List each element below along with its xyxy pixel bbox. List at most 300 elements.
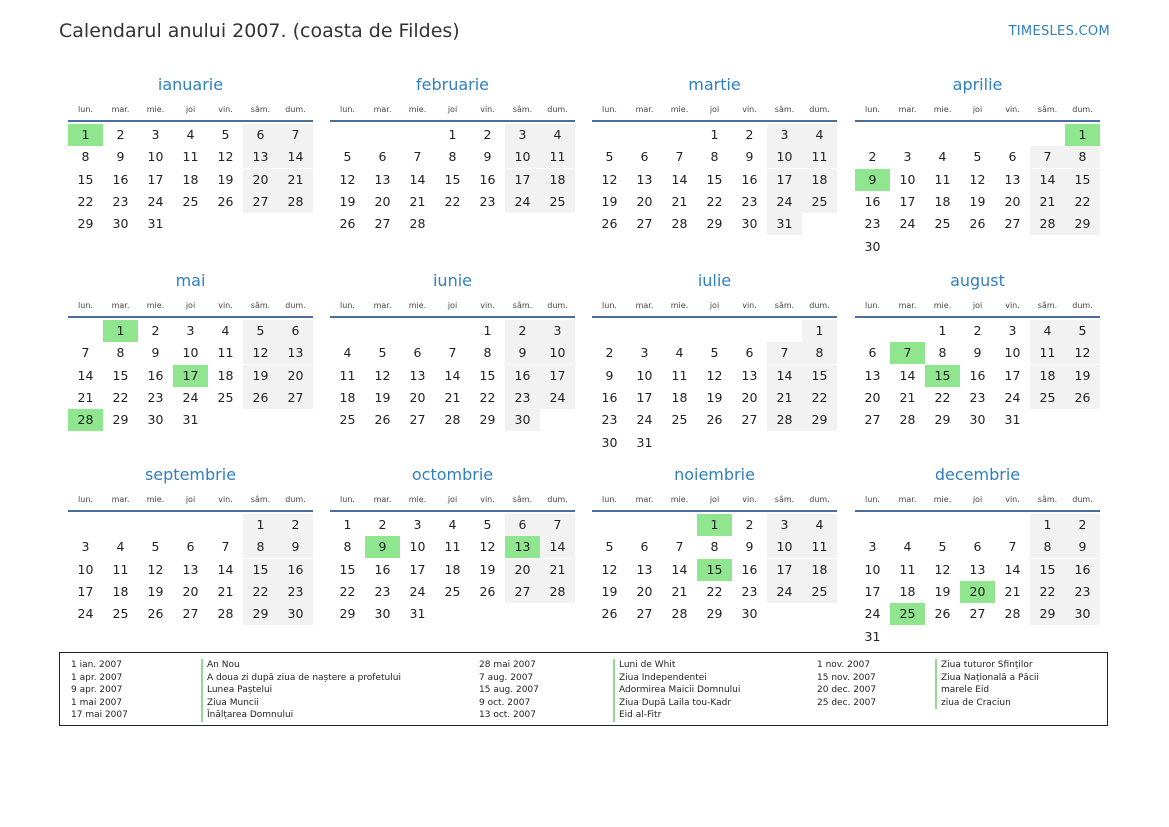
month-name: iulie [697,271,732,290]
month-divider [592,510,837,512]
calendar-day: 3 [903,149,912,165]
calendar-day: 5 [938,539,947,555]
calendar-day: 4 [540,124,575,146]
calendar-day: 22 [1030,581,1065,603]
calendar-day: 18 [802,169,837,191]
calendar-day: 7 [540,514,575,536]
calendar-day: 13 [636,171,653,187]
weekday-label: dum. [547,495,568,504]
calendar-day: 29 [243,603,278,625]
calendar-day: 31 [1004,412,1021,428]
calendar-day: 24 [899,216,916,232]
calendar-day: 29 [802,409,837,431]
weekday-label: lun. [78,495,93,504]
weekday-label: mar. [898,301,917,310]
calendar-day: 6 [505,514,540,536]
calendar-day: 26 [217,193,234,209]
legend-holiday-name: Lunea Paștelui [201,684,401,697]
weekday-label: mie. [933,495,952,504]
calendar-day: 23 [479,193,496,209]
weekday-label: vin. [1005,105,1020,114]
calendar-day: 8 [343,539,352,555]
calendar-day: 31 [864,628,881,644]
legend-date: 20 dec. 2007 [817,685,877,696]
calendar-day: 27 [636,216,653,232]
calendar-day: 7 [81,345,90,361]
legend-holiday-name: Eid al-Fitr [613,709,740,722]
calendar-day: 10 [899,171,916,187]
calendar-day: 21 [1030,191,1065,213]
calendar-day: 27 [182,606,199,622]
month-divider [330,510,575,512]
calendar-day: 11 [217,345,234,361]
weekday-label: dum. [809,301,830,310]
weekday-label: joi [709,105,720,114]
calendar-day: 27 [969,606,986,622]
calendar-day: 1 [938,323,947,338]
month-divider [68,510,313,512]
weekday-label: sâm. [1037,105,1058,114]
calendar-day: 2 [605,345,614,361]
calendar-day: 23 [278,581,313,603]
weekday-label: mar. [111,301,130,310]
weekday-label: mie. [933,105,952,114]
weekday-label: joi [972,495,983,504]
calendar-day: 28 [217,606,234,622]
calendar-day: 25 [802,191,837,213]
month-divider [855,120,1100,122]
calendar-day: 22 [339,583,356,599]
calendar-day: 25 [182,193,199,209]
calendar-day: 27 [409,412,426,428]
weekday-label: mie. [146,301,165,310]
calendar-day: 12 [339,171,356,187]
calendar-day: 1 [710,127,719,142]
calendar-day: 27 [374,216,391,232]
calendar-day: 17 [1004,367,1021,383]
month-divider [68,316,313,318]
calendar-day: 16 [278,559,313,581]
calendar-day: 20 [741,389,758,405]
calendar-day: 30 [112,216,129,232]
calendar-day: 8 [1065,146,1100,168]
calendar-day: 8 [81,149,90,165]
calendar-day: 13 [243,146,278,168]
calendar-day: 16 [741,561,758,577]
weekday-label: mie. [146,105,165,114]
holiday-day: 9 [855,169,890,191]
weekday-label: sâm. [774,105,795,114]
calendar-day: 28 [899,412,916,428]
calendar-day: 12 [601,171,618,187]
calendar-day: 2 [483,127,492,142]
month-divider [330,316,575,318]
calendar-day: 11 [1030,342,1065,364]
calendar-day: 3 [81,539,90,555]
calendar-day: 27 [636,606,653,622]
calendar-day: 10 [636,367,653,383]
calendar-day: 9 [605,367,614,383]
calendar-day: 29 [339,606,356,622]
calendar-day: 10 [767,146,802,168]
calendar-day: 12 [147,561,164,577]
calendar-day: 28 [409,216,426,232]
weekday-label: mie. [146,495,165,504]
calendar-day: 24 [767,191,802,213]
legend-dates-column [71,659,128,722]
weekday-label: mar. [635,495,654,504]
calendar-day: 16 [479,171,496,187]
calendar-day: 8 [448,149,457,165]
calendar-day: 14 [899,367,916,383]
calendar-day: 7 [1008,539,1017,555]
calendar-day: 22 [706,193,723,209]
calendar-day: 3 [868,539,877,555]
calendar-day: 9 [973,345,982,361]
calendar-day: 11 [802,536,837,558]
weekday-label: sâm. [250,105,271,114]
calendar-day: 29 [706,216,723,232]
calendar-day: 20 [636,193,653,209]
calendar-day: 10 [505,146,540,168]
calendar-day: 19 [934,583,951,599]
calendar-day: 28 [540,581,575,603]
calendar-day: 1 [1030,514,1065,536]
calendar-day: 21 [671,193,688,209]
calendar-day: 23 [969,389,986,405]
calendar-day: 2 [745,517,754,532]
calendar-day: 13 [409,367,426,383]
calendar-day: 25 [802,581,837,603]
calendar-day: 23 [601,412,618,428]
calendar-day: 31 [767,213,802,235]
calendar-day: 4 [116,539,125,555]
calendar-day: 22 [444,193,461,209]
calendar-day: 20 [278,365,313,387]
calendar-day: 3 [1008,323,1017,338]
holiday-day: 28 [68,409,103,431]
calendar-day: 30 [741,606,758,622]
calendar-day: 26 [1065,387,1100,409]
legend-holiday-name: Înălțarea Domnului [201,709,401,722]
calendar-day: 3 [151,127,160,142]
calendar-day: 15 [339,561,356,577]
calendar-day: 3 [640,345,649,361]
calendar-day: 26 [243,387,278,409]
calendar-day: 20 [182,583,199,599]
weekday-label: vin. [742,495,757,504]
calendar-day: 30 [278,603,313,625]
calendar-day: 24 [636,412,653,428]
calendar-day: 25 [112,606,129,622]
calendar-day: 30 [741,216,758,232]
legend-dates-column [479,659,539,722]
calendar-day: 26 [934,606,951,622]
calendar-day: 21 [540,559,575,581]
calendar-day: 2 [378,517,387,532]
legend-date: 15 aug. 2007 [479,685,539,696]
weekday-label: lun. [340,105,355,114]
calendar-day: 19 [706,389,723,405]
calendar-day: 13 [636,561,653,577]
calendar-day: 26 [374,412,391,428]
calendar-day: 28 [444,412,461,428]
weekday-label: dum. [547,301,568,310]
weekday-label: joi [447,301,458,310]
calendar-day: 5 [151,539,160,555]
weekday-label: sâm. [250,495,271,504]
calendar-day: 13 [374,171,391,187]
legend-dates-column [817,659,876,709]
calendar-day: 17 [899,193,916,209]
calendar-day: 15 [112,367,129,383]
holiday-day: 13 [505,536,540,558]
calendar-day: 14 [1030,169,1065,191]
calendar-day: 17 [636,389,653,405]
calendar-day: 29 [77,216,94,232]
calendar-day: 26 [339,216,356,232]
calendar-day: 11 [899,561,916,577]
calendar-day: 24 [864,606,881,622]
calendar-day: 13 [1004,171,1021,187]
calendar-day: 10 [77,561,94,577]
legend-date: 7 aug. 2007 [479,672,534,683]
weekday-label: vin. [218,301,233,310]
calendar-day: 6 [973,539,982,555]
weekday-label: vin. [1005,301,1020,310]
month-divider [592,120,837,122]
month-divider [855,510,1100,512]
legend-holiday-name: Ziua tuturor Sfinților [935,659,1039,672]
calendar-day: 9 [505,342,540,364]
calendar-day: 27 [741,412,758,428]
calendar-day: 17 [409,561,426,577]
calendar-day: 6 [640,539,649,555]
weekday-label: lun. [340,495,355,504]
month-name: iunie [432,271,472,290]
weekday-label: sâm. [512,105,533,114]
calendar-day: 20 [505,559,540,581]
calendar-day: 5 [973,149,982,165]
calendar-day: 11 [444,539,461,555]
calendar-day: 27 [1004,216,1021,232]
calendar-day: 1 [483,323,492,338]
holiday-day: 17 [173,365,208,387]
calendar-day: 6 [640,149,649,165]
calendar-day: 29 [1030,603,1065,625]
legend-date: 1 ian. 2007 [71,660,122,670]
calendar-day: 21 [409,193,426,209]
calendar-day: 17 [77,583,94,599]
weekday-label: vin. [480,495,495,504]
calendar-day: 10 [540,342,575,364]
calendar-day: 12 [479,539,496,555]
calendar-day: 14 [767,365,802,387]
calendar-day: 24 [540,387,575,409]
calendar-day: 23 [864,216,881,232]
calendar-day: 19 [601,583,618,599]
month-divider [855,316,1100,318]
calendar-day: 18 [182,171,199,187]
calendar-day: 22 [243,581,278,603]
calendar-day: 10 [409,539,426,555]
calendar-day: 23 [741,583,758,599]
weekday-label: dum. [285,105,306,114]
weekday-label: mar. [373,495,392,504]
calendar-day: 12 [374,367,391,383]
calendar-day: 15 [706,171,723,187]
calendar-day: 22 [77,193,94,209]
calendar-day: 9 [278,536,313,558]
weekday-label: dum. [1072,301,1093,310]
calendar-day: 21 [77,389,94,405]
month-name: octombrie [411,465,494,484]
month-name: noiembrie [674,465,755,484]
calendar-day: 28 [1030,213,1065,235]
weekday-label: mar. [373,105,392,114]
weekday-label: mie. [670,301,689,310]
month-name: aprilie [952,75,1003,94]
weekday-label: sâm. [250,301,271,310]
calendar-day: 30 [505,409,540,431]
calendar-day: 10 [864,561,881,577]
weekday-label: mar. [898,495,917,504]
weekday-label: mie. [670,495,689,504]
weekday-label: lun. [865,105,880,114]
calendar-day: 19 [1065,365,1100,387]
calendar-day: 24 [147,193,164,209]
calendar-day: 16 [374,561,391,577]
calendar-day: 4 [343,345,352,361]
weekday-label: dum. [1072,105,1093,114]
weekday-label: lun. [865,301,880,310]
calendar-day: 16 [147,367,164,383]
calendar-day: 19 [339,193,356,209]
calendar-day: 30 [969,412,986,428]
calendar-day: 8 [116,345,125,361]
legend-date: 28 mai 2007 [479,660,536,670]
calendar-day: 1 [802,320,837,342]
holiday-day: 9 [365,536,400,558]
calendar-day: 15 [1065,169,1100,191]
calendar-day: 22 [112,389,129,405]
calendar-day: 25 [444,583,461,599]
calendar-day: 23 [1065,581,1100,603]
calendar-day: 22 [934,389,951,405]
weekday-label: lun. [602,495,617,504]
calendar-day: 14 [671,561,688,577]
calendar-day: 26 [706,412,723,428]
weekday-label: joi [185,301,196,310]
calendar-day: 4 [802,514,837,536]
calendar-day: 4 [903,539,912,555]
holiday-day: 1 [697,514,732,536]
calendar-day: 9 [745,149,754,165]
calendar-day: 14 [1004,561,1021,577]
calendar-day: 17 [767,559,802,581]
calendar-day: 8 [243,536,278,558]
calendar-day: 10 [182,345,199,361]
calendar-day: 17 [864,583,881,599]
calendar-day: 18 [1030,365,1065,387]
calendar-day: 27 [864,412,881,428]
calendar-day: 29 [112,412,129,428]
calendar-day: 8 [802,342,837,364]
calendar-day: 8 [483,345,492,361]
calendar-day: 13 [864,367,881,383]
calendar-day: 15 [1030,559,1065,581]
calendar-day: 2 [973,323,982,338]
calendar-day: 27 [278,387,313,409]
weekday-label: joi [972,301,983,310]
weekday-label: mar. [111,495,130,504]
calendar-day: 21 [671,583,688,599]
calendar-day: 22 [1065,191,1100,213]
legend-holiday-name: Ziua Independentei [613,672,740,685]
weekday-label: dum. [1072,495,1093,504]
calendar-day: 24 [1004,389,1021,405]
calendar-day: 22 [802,387,837,409]
calendar-day: 13 [278,342,313,364]
calendar-day: 24 [77,606,94,622]
weekday-label: joi [185,105,196,114]
weekday-label: joi [709,495,720,504]
calendar-day: 20 [374,193,391,209]
holiday-day: 15 [697,559,732,581]
month-divider [592,316,837,318]
calendar-day: 30 [147,412,164,428]
calendar-day: 7 [675,149,684,165]
calendar-day: 12 [934,561,951,577]
calendar-day: 26 [147,606,164,622]
calendar-day: 9 [745,539,754,555]
calendar-day: 11 [339,367,356,383]
weekday-label: mar. [373,301,392,310]
weekday-label: mie. [933,301,952,310]
calendar-day: 12 [601,561,618,577]
calendar-day: 4 [186,127,195,142]
calendar-day: 16 [969,367,986,383]
calendar-day: 31 [636,434,653,450]
calendar-day: 16 [741,171,758,187]
legend-holiday-name: Ziua După Laila tou-Kadr [613,697,740,710]
calendar-day: 10 [1004,345,1021,361]
calendar-day: 2 [1065,514,1100,536]
calendar-day: 4 [1030,320,1065,342]
weekday-label: joi [447,495,458,504]
legend-date: 1 nov. 2007 [817,660,871,670]
calendar-day: 6 [868,345,877,361]
calendar-day: 29 [706,606,723,622]
calendar-day: 18 [217,367,234,383]
calendar-day: 25 [671,412,688,428]
legend-names-column [613,659,740,722]
calendar-day: 30 [864,238,881,254]
calendar-day: 6 [413,345,422,361]
calendar-day: 29 [1065,213,1100,235]
month-name: mai [175,271,206,290]
site-link[interactable]: TIMESLES.COM [1008,24,1110,39]
calendar-day: 21 [217,583,234,599]
calendar-day: 18 [802,559,837,581]
weekday-label: vin. [1005,495,1020,504]
calendar-day: 20 [409,389,426,405]
calendar-day: 19 [601,193,618,209]
calendar-day: 21 [278,169,313,191]
holiday-day: 20 [960,581,995,603]
calendar-day: 5 [221,127,230,142]
calendar-day: 4 [802,124,837,146]
